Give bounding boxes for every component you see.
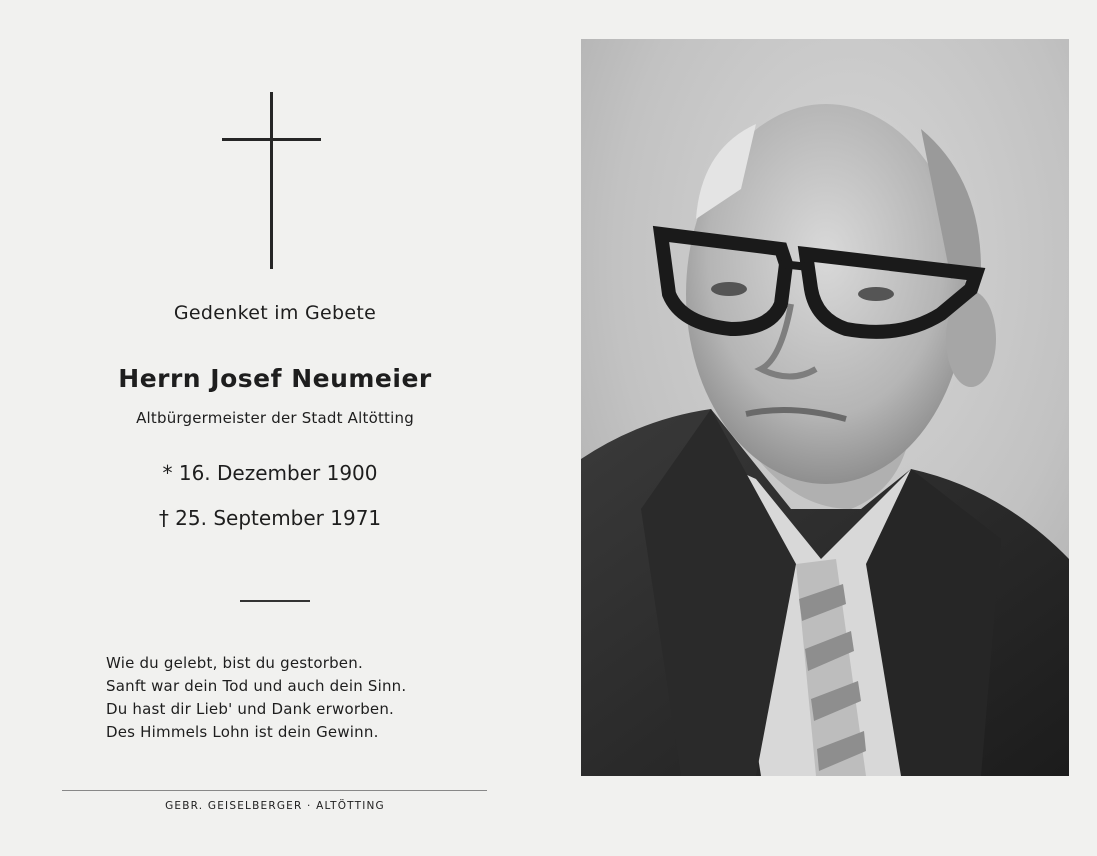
footer-divider [62,790,487,791]
poem-line: Des Himmels Lohn ist dein Gewinn. [106,723,379,741]
separator-line [240,600,310,602]
birth-date: * 16. Dezember 1900 [162,461,378,485]
death-date: † 25. September 1971 [158,506,382,530]
printer-credit: GEBR. GEISELBERGER · ALTÖTTING [165,800,385,812]
portrait-photo [581,39,1069,776]
poem [106,652,406,744]
cross-horizontal-bar [222,138,321,141]
poem-line: Du hast dir Lieb' und Dank erworben. [106,700,395,718]
poem-line: Wie du gelebt, bist du gestorben. [106,654,363,672]
deceased-name: Herrn Josef Neumeier [118,364,432,393]
deceased-title: Altbürgermeister der Stadt Altötting [136,409,414,427]
intro-text: Gedenket im Gebete [173,302,377,324]
poem-line: Sanft war dein Tod und auch dein Sinn. [106,677,407,695]
portrait-photo-image [581,39,1069,776]
cross-vertical-bar [270,92,273,269]
